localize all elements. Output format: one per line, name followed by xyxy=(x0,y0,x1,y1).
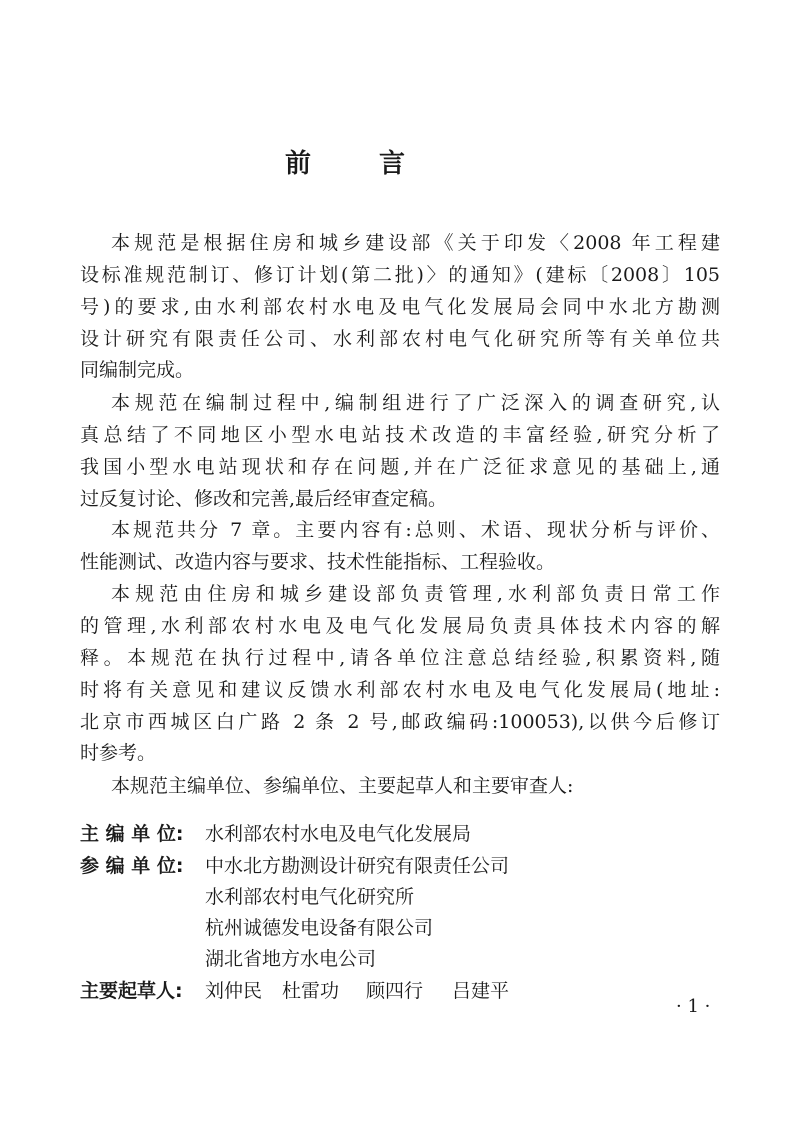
drafter-name: 刘仲民 xyxy=(205,980,263,1002)
paragraph-line: 过反复讨论、修改和完善,最后经审查定稿。 xyxy=(80,488,448,510)
paragraph-line: 号)的要求,由水利部农村水电及电气化发展局会同中水北方勘测 xyxy=(80,296,720,318)
paragraph-line: 时参考。 xyxy=(80,742,157,764)
paragraph-line: 真总结了不同地区小型水电站技术改造的丰富经验,研究分析了 xyxy=(80,424,720,446)
paragraph-line: 时将有关意见和建议反馈水利部农村水电及电气化发展局(地址: xyxy=(80,679,720,701)
paragraph-line: 设计研究有限责任公司、水利部农村电气化研究所等有关单位共 xyxy=(80,328,720,350)
chief-unit-value: 水利部农村水电及电气化发展局 xyxy=(205,823,472,845)
paragraph-line: 本规范是根据住房和城乡建设部《关于印发〈2008 年工程建 xyxy=(111,232,720,254)
paragraph-line: 的管理,水利部农村水电及电气化发展局负责具体技术内容的解 xyxy=(80,615,720,637)
paragraph-line: 本规范主编单位、参编单位、主要起草人和主要审查人: xyxy=(111,775,574,797)
paragraph-line: 我国小型水电站现状和存在问题,并在广泛征求意见的基础上,通 xyxy=(80,456,720,478)
paragraph-line: 北京市西城区白广路 2 条 2 号,邮政编码:100053),以供今后修订 xyxy=(80,711,720,733)
paragraph-line: 本规范共分 7 章。主要内容有:总则、术语、现状分析与评价、 xyxy=(111,519,720,541)
paragraph-line: 同编制完成。 xyxy=(80,359,195,381)
title-char: 言 xyxy=(378,149,405,179)
paragraph-line: 设标准规范制订、修订计划(第二批)〉的通知》(建标〔2008〕105 xyxy=(80,264,720,286)
participating-unit: 杭州诚德发电设备有限公司 xyxy=(205,917,434,939)
participating-unit: 湖北省地方水电公司 xyxy=(205,948,377,970)
participating-unit: 水利部农村电气化研究所 xyxy=(205,886,415,908)
page-number: · 1 · xyxy=(676,996,711,1017)
drafters-label: 主要起草人: xyxy=(80,980,183,1002)
chief-unit-label: 主 编 单 位: xyxy=(80,823,184,845)
title-char: 前 xyxy=(285,149,312,179)
paragraph-line: 本规范由住房和城乡建设部负责管理,水利部负责日常工作 xyxy=(111,583,720,605)
paragraph-line: 释。本规范在执行过程中,请各单位注意总结经验,积累资料,随 xyxy=(80,647,720,669)
paragraph-line: 本规范在编制过程中,编制组进行了广泛深入的调查研究,认 xyxy=(111,392,720,414)
participating-unit: 中水北方勘测设计研究有限责任公司 xyxy=(205,855,510,877)
page-title xyxy=(285,143,405,180)
drafter-name: 杜雷功 xyxy=(282,980,340,1002)
drafter-name: 吕建平 xyxy=(452,980,510,1002)
participating-units-label: 参 编 单 位: xyxy=(80,855,184,877)
paragraph-line: 性能测试、改造内容与要求、技术性能指标、工程验收。 xyxy=(80,551,556,573)
drafter-name: 顾四行 xyxy=(366,980,424,1002)
